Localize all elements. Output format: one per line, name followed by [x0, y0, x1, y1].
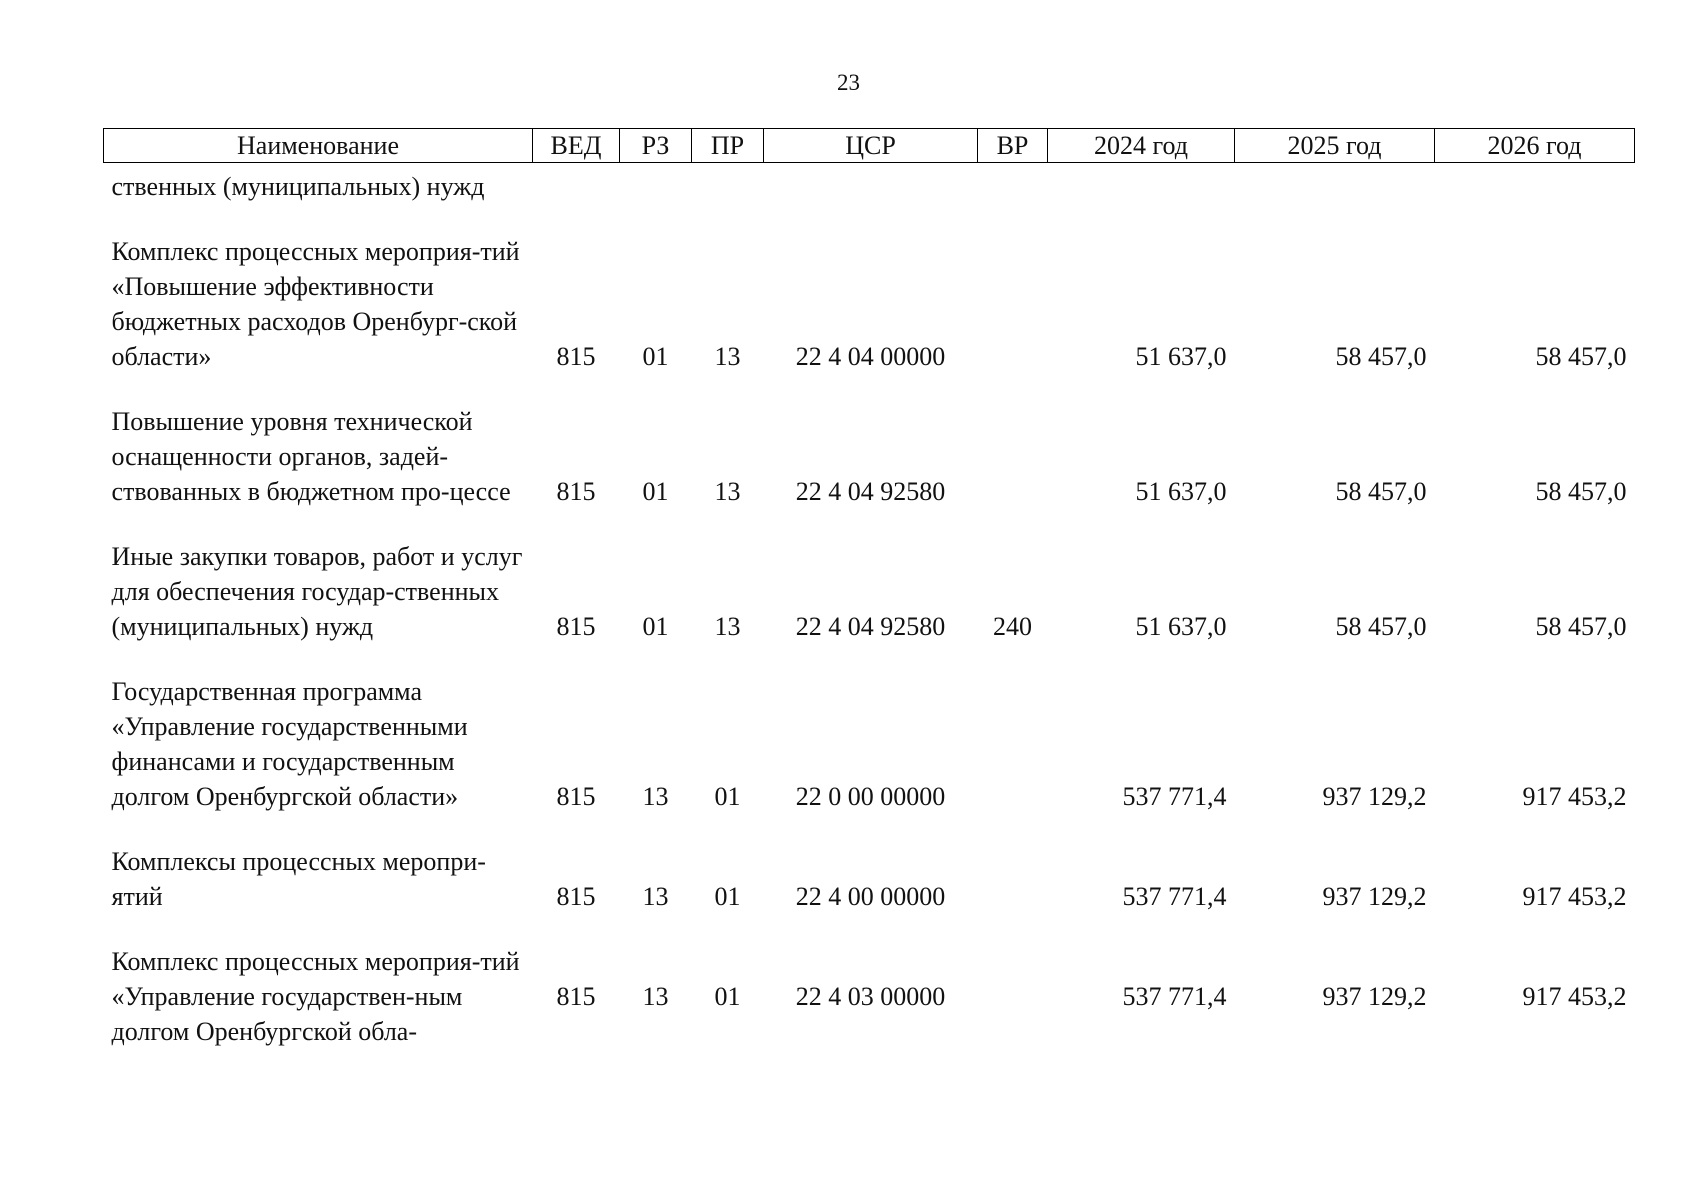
row-name: Повышение уровня технической оснащенности органов, задей-ствованных в бюджетном про-цессе	[111, 407, 511, 506]
row-2026	[1435, 163, 1635, 205]
row-vr	[978, 674, 1048, 814]
row-vr	[978, 163, 1048, 205]
header-rz: РЗ	[620, 129, 692, 163]
row-vr: 240	[993, 612, 1032, 641]
header-2025: 2025 год	[1235, 129, 1435, 163]
header-ved: ВЕД	[533, 129, 620, 163]
row-name: Иные закупки товаров, работ и услуг для обеспечения государ-ственных (муниципальных) нужд	[111, 542, 523, 641]
row-name: Государственная программа «Управление государственными финансами и государственным долгом Оренбургской области»	[111, 677, 468, 811]
row-name: ственных (муниципальных) нужд	[111, 172, 485, 201]
row-name: Комплексы процессных меропри-ятий	[111, 847, 486, 911]
header-csr: ЦСР	[764, 129, 978, 163]
row-spacer	[104, 509, 1635, 539]
row-2024: 51 637,0	[1135, 342, 1227, 371]
row-pr	[692, 163, 764, 205]
table-row	[104, 844, 1635, 914]
row-rz	[620, 163, 692, 205]
row-2025: 58 457,0	[1335, 342, 1427, 371]
row-spacer	[104, 644, 1635, 674]
row-rz: 13	[642, 782, 669, 811]
header-vr: ВР	[978, 129, 1048, 163]
header-pr: ПР	[692, 129, 764, 163]
row-ved: 815	[556, 982, 596, 1011]
row-2025: 937 129,2	[1322, 882, 1427, 911]
row-ved: 815	[556, 882, 596, 911]
row-rz: 01	[642, 477, 669, 506]
row-vr	[978, 944, 1048, 1049]
row-spacer	[104, 814, 1635, 844]
table-row	[104, 539, 1635, 644]
row-csr: 22 4 04 92580	[795, 477, 946, 506]
table-row	[104, 404, 1635, 509]
row-name: Комплекс процессных мероприя-тий «Повышение эффективности бюджетных расходов Оренбург-ской области»	[111, 237, 520, 371]
row-2025: 58 457,0	[1335, 612, 1427, 641]
row-pr: 01	[714, 982, 741, 1011]
row-spacer	[104, 204, 1635, 234]
row-csr: 22 4 04 92580	[795, 612, 946, 641]
table-row	[104, 163, 1635, 205]
row-csr	[764, 163, 978, 205]
budget-table	[103, 128, 1635, 1049]
row-2026: 917 453,2	[1522, 882, 1627, 911]
row-2026: 917 453,2	[1522, 982, 1627, 1011]
row-2024	[1048, 163, 1235, 205]
row-spacer	[104, 374, 1635, 404]
page-number: 23	[837, 70, 860, 95]
row-csr: 22 4 03 00000	[795, 982, 946, 1011]
table-row	[104, 944, 1635, 1049]
row-pr: 13	[714, 612, 741, 641]
row-ved	[533, 163, 620, 205]
row-ved: 815	[556, 477, 596, 506]
row-rz: 13	[642, 982, 669, 1011]
table-row	[104, 674, 1635, 814]
row-vr	[978, 844, 1048, 914]
row-csr: 22 0 00 00000	[795, 782, 946, 811]
row-2026: 917 453,2	[1522, 782, 1627, 811]
row-ved: 815	[556, 612, 596, 641]
table-header-row	[104, 129, 1635, 163]
row-spacer	[104, 914, 1635, 944]
row-2024: 537 771,4	[1122, 982, 1227, 1011]
row-2026: 58 457,0	[1535, 342, 1627, 371]
row-2024: 51 637,0	[1135, 612, 1227, 641]
header-name: Наименование	[104, 129, 533, 163]
row-ved: 815	[556, 782, 596, 811]
row-pr: 01	[714, 882, 741, 911]
row-csr: 22 4 04 00000	[795, 342, 946, 371]
row-2024: 51 637,0	[1135, 477, 1227, 506]
row-vr	[978, 234, 1048, 374]
row-2024: 537 771,4	[1122, 882, 1227, 911]
row-2025: 937 129,2	[1322, 982, 1427, 1011]
header-2026: 2026 год	[1435, 129, 1635, 163]
row-pr: 13	[714, 342, 741, 371]
row-ved: 815	[556, 342, 596, 371]
row-2026: 58 457,0	[1535, 477, 1627, 506]
row-2024: 537 771,4	[1122, 782, 1227, 811]
row-2025: 58 457,0	[1335, 477, 1427, 506]
row-rz: 01	[642, 342, 669, 371]
row-2026: 58 457,0	[1535, 612, 1627, 641]
row-pr: 13	[714, 477, 741, 506]
row-name: Комплекс процессных мероприя-тий «Управление государствен-ным долгом Оренбургской обла-	[111, 947, 520, 1046]
row-2025: 937 129,2	[1322, 782, 1427, 811]
row-vr	[978, 404, 1048, 509]
row-pr: 01	[714, 782, 741, 811]
row-rz: 01	[642, 612, 669, 641]
row-rz: 13	[642, 882, 669, 911]
row-csr: 22 4 00 00000	[795, 882, 946, 911]
row-2025	[1235, 163, 1435, 205]
table-row	[104, 234, 1635, 374]
header-2024: 2024 год	[1048, 129, 1235, 163]
